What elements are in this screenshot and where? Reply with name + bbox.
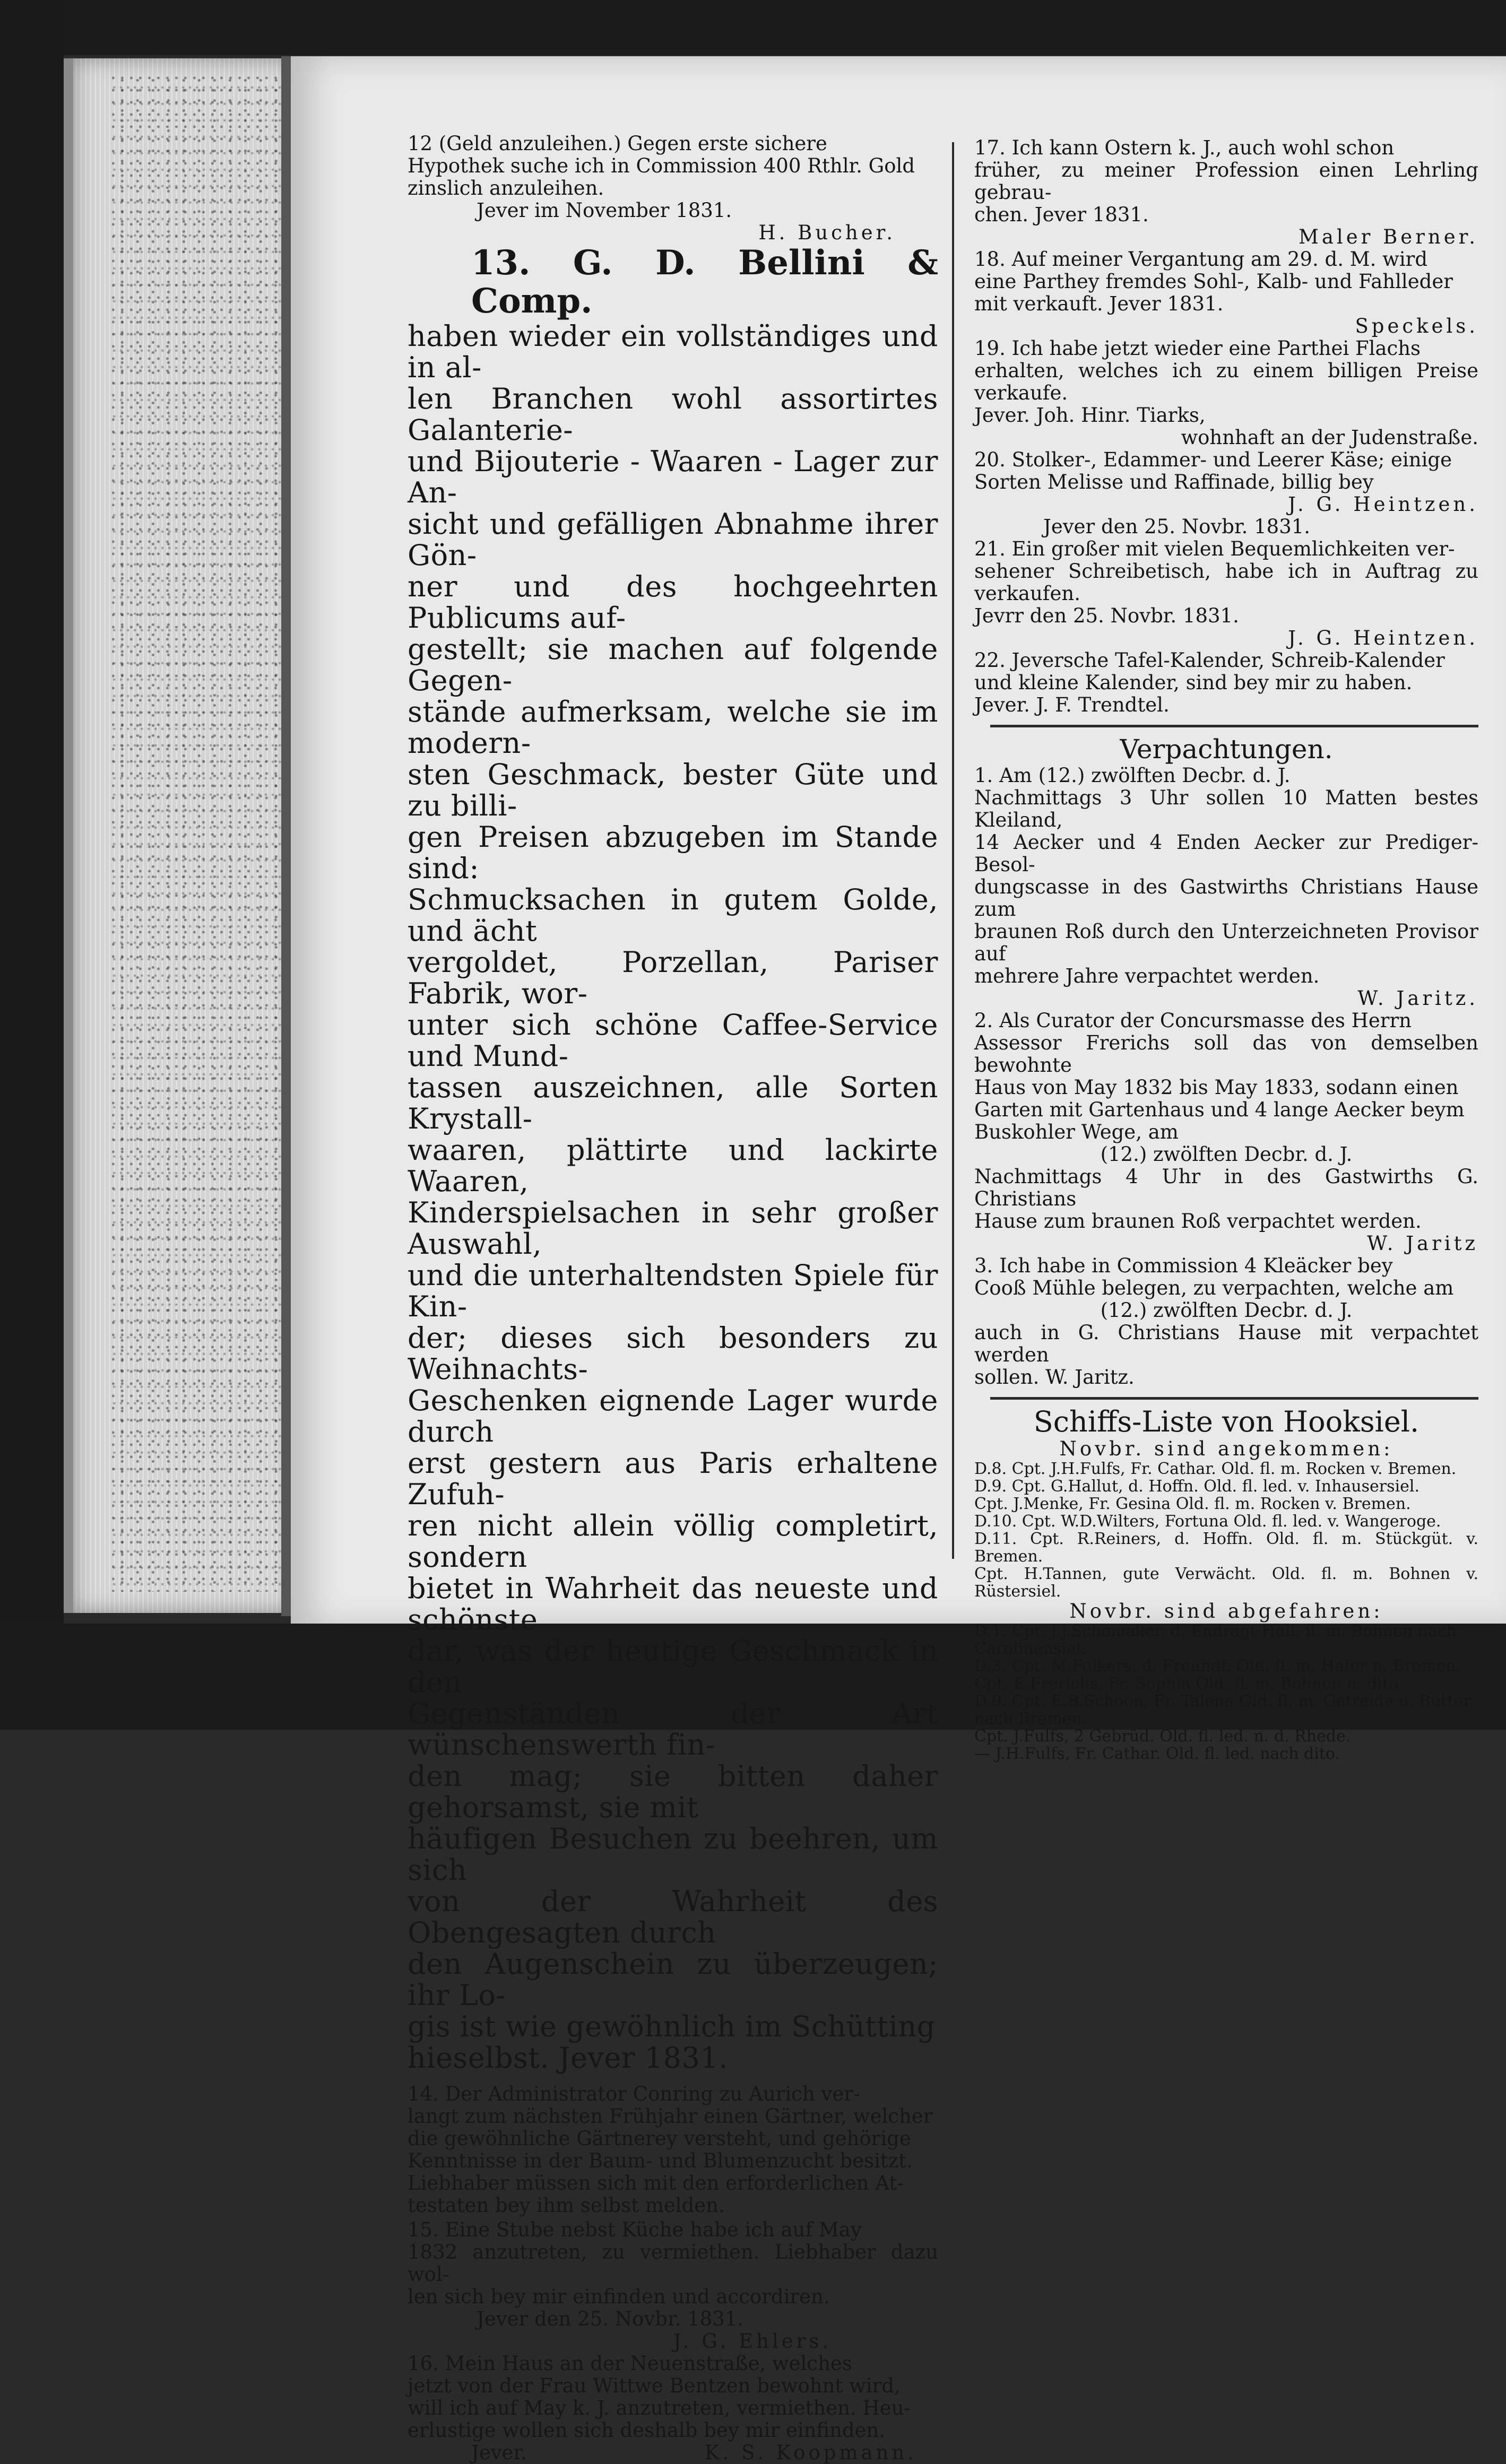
list-item: D.8. Cpt. J.H.Fulfs, Fr. Cathar. Old. fl. m. Rocken v. Bremen.: [974, 1460, 1457, 1478]
verpachtung-2-date: (12.) zwölften Decbr. d. J.: [1100, 1143, 1353, 1166]
ad-12-text: 12 (Geld anzuleihen.) Gegen erste sichere Hypothek suche ich in Commission 400 Rthlr. Gold zinslich anzuleihen.: [408, 132, 915, 199]
ad-16-footer: [408, 2442, 938, 2464]
ad-16-signature: K. S. Koopmann.: [704, 2441, 917, 2464]
departed-heading: Novbr. sind abgefahren:: [1069, 1600, 1383, 1623]
ad-18-text: 18. Auf meiner Vergantung am 29. d. M. wird eine Parthey fremdes Sohl-, Kalb- und Fahlleder mit verkauft. Jever 1831.: [974, 248, 1453, 315]
speckled-edge-texture: [111, 74, 281, 1592]
list-item: D.10. Cpt. W.D.Wilters, Fortuna Old. fl. led. v. Wangeroge.: [974, 1512, 1441, 1531]
list-item: Cpt. J.Fulfs, 2 Gebrüd. Old. fl. led. n. d. Rhede.: [974, 1727, 1351, 1746]
list-item: — J.H.Fulfs, Fr. Cathar. Old. fl. led. nach dito.: [974, 1745, 1340, 1763]
list-item: Cpt. E.Frerichs, Fr. Sophia Old. fl. m. Bohnen n. dito.: [974, 1675, 1403, 1693]
ad-15-signature: J. G. Ehlers.: [673, 2330, 832, 2353]
ad-21-signature: J. G. Heintzen.: [1288, 627, 1478, 649]
verpachtung-1-signature: W. Jaritz.: [1357, 987, 1478, 1010]
verpachtung-2-text2: Nachmittags 4 Uhr in des Gastwirths G. Christians Hause zum braunen Roß verpachtet werden.: [974, 1165, 1478, 1233]
list-item: D.9. Cpt. E.B.Schoon, Fr. Talena Old. fl. m. Getreide u. Butter nach Bremen.: [974, 1692, 1471, 1728]
scanner-background-top: [0, 0, 1506, 55]
ad-15-place: Jever den 25. Novbr. 1831.: [477, 2307, 744, 2330]
ad-17-text: 17. Ich kann Ostern k. J., auch wohl schon früher, zu meiner Profession einen Lehrling gebrau- chen. Jever 1831.: [974, 136, 1478, 226]
right-column: [974, 137, 1478, 1763]
ad-20-place: Jever den 25. Novbr. 1831.: [1043, 515, 1311, 538]
ad-22-text: 22. Jeversche Tafel-Kalender, Schreib-Kalender und kleine Kalender, sind bey mir zu haben. Jever. J. F. Trendtel.: [974, 649, 1445, 716]
ad-19-text: 19. Ich habe jetzt wieder eine Parthei Flachs erhalten, welches ich zu einem billigen Preise verkaufe. Jever. Joh. Hinr. Tiarks,: [974, 337, 1478, 427]
ad-19-signature: wohnhaft an der Judenstraße.: [1181, 426, 1478, 449]
column-divider: [952, 142, 954, 1559]
ad-16-text: 16. Mein Haus an der Neuenstraße, welches jetzt von der Frau Wittwe Bentzen bewohnt wird, will ich auf May k. J. anzutreten, vermiethen. Heu- erlustige wollen sich deshalb bey mir einfinden.: [408, 2352, 911, 2442]
book-gutter: [281, 56, 291, 1616]
arrived-list: [974, 1460, 1478, 1600]
verpachtungen-heading: Verpachtungen.: [1120, 734, 1333, 765]
schiffs-liste-heading: Schiffs-Liste von Hooksiel.: [1033, 1405, 1420, 1438]
verpachtung-1-text: 1. Am (12.) zwölften Decbr. d. J. Nachmittags 3 Uhr sollen 10 Matten bestes Kleiland, 14 Aecker und 4 Enden Aecker zur Prediger-Besol- dungscasse in des Gastwirths Christians Hause zum braunen Roß durch den Unterzeichneten Provisor auf mehrere Jahre verpachtet werden.: [974, 764, 1478, 987]
verpachtung-2-text: 2. Als Curator der Concursmasse des Herrn Assessor Frerichs soll das von demselben bewohnte Haus von May 1832 bis May 1833, sodann einen Garten mit Gartenhaus und 4 lange Aecker beym Buskohler Wege, am: [974, 1009, 1478, 1143]
ad-13-body: haben wieder ein vollständiges und in al- len Branchen wohl assortirtes Galanterie- und Bijouterie - Waaren - Lager zur An- sicht und gefälligen Abnahme ihrer Gön- ner und des hochgeehrten Publicums auf- gestellt; sie machen auf folgende Gegen- stände aufmerksam, welche sie im modern- sten Geschmack, bester Güte und zu billi- gen Preisen abzugeben im Stande sind: Schmucksachen in gutem Golde, und ächt vergoldet, Porzellan, Pariser Fabrik, wor- unter sich schöne Caffee-Service und Mund- tassen auszeichnen, alle Sorten Krystall- waaren, plättirte und lackirte Waaren, Kinderspielsachen in sehr großer Auswahl, und die unterhaltendsten Spiele für Kin- der; dieses sich besonders zu Weihnachts- Geschenken eignende Lager wurde durch erst gestern aus Paris erhaltene Zufuh- ren nicht allein völlig completirt, sondern bietet in Wahrheit das neueste und schönste dar, was der heutige Geschmack in den Gegenständen der Art wünschenswerth fin- den mag; sie bitten daher gehorsamst, sie mit häufigen Besuchen zu beehren, um sich von der Wahrheit des Obengesagten durch den Augenschein zu überzeugen; ihr Lo- gis ist wie gewöhnlich im Schütting hieselbst. Jever 1831.: [408, 319, 938, 2075]
ad-13-heading: 13. G. D. Bellini & Comp.: [471, 243, 938, 321]
list-item: Cpt. J.Menke, Fr. Gesina Old. fl. m. Rocken v. Bremen.: [974, 1495, 1411, 1513]
ad-21-text: 21. Ein großer mit vielen Bequemlichkeiten ver- sehener Schreibetisch, habe ich in Auftrag zu verkaufen. Jevrr den 25. Novbr. 1831.: [974, 537, 1478, 627]
list-item: Cpt. H.Tannen, gute Verwächt. Old. fl. m. Bohnen v. Rüstersiel.: [974, 1565, 1478, 1601]
list-item: D.9. Cpt. G.Hallut, d. Hoffn. Old. fl. led. v. Inhausersiel.: [974, 1477, 1420, 1496]
arrived-heading: Novbr. sind angekommen:: [1059, 1437, 1394, 1460]
list-item: D.11. Cpt. R.Reiners, d. Hoffn. Old. fl. m. Stückgüt. v. Bremen.: [974, 1530, 1478, 1566]
verpachtung-3-date: (12.) zwölften Decbr. d. J.: [1100, 1299, 1353, 1322]
ad-18-signature: Speckels.: [1355, 315, 1478, 337]
list-item: D.1. Cpt. J.J.Schomaker, d. Endragt Holl. fl. m. Bohnen nach Carolinensiel.: [974, 1622, 1457, 1658]
ad-12-signature: H. Bucher.: [758, 221, 896, 244]
ad-14-text: 14. Der Administrator Conring zu Aurich ver- langt zum nächsten Frühjahr einen Gärtner, welcher die gewöhnliche Gärtnerey versteht, und gehörige Kenntnisse in der Baum- und Blumenzucht besitzt. Liebhaber müssen sich mit den erforderlichen At- testaten bey ihm selbst melden.: [408, 2083, 933, 2217]
scanner-background-left: [0, 0, 64, 1730]
ad-20-signature: J. G. Heintzen.: [1288, 493, 1478, 516]
section-rule: [990, 725, 1478, 727]
verpachtung-3-text: 3. Ich habe in Commission 4 Kleäcker bey Cooß Mühle belegen, zu verpachten, welche am: [974, 1254, 1454, 1299]
ad-15-text: 15. Eine Stube nebst Küche habe ich auf May 1832 anzutreten, zu vermiethen. Liebhaber dazu wol- len sich bey mir einfinden und accordiren.: [408, 2218, 938, 2308]
ad-12-place: Jever im November 1831.: [477, 199, 732, 222]
section-rule: [990, 1397, 1478, 1400]
list-item: D.3. Cpt. M.Folkers, d. Freundf. Old. fl. m. Hafer n. Bremen.: [974, 1657, 1461, 1676]
departed-list: [974, 1623, 1478, 1763]
ad-20-text: 20. Stolker-, Edammer- und Leerer Käse; einige Sorten Melisse und Raffinade, billig bey: [974, 448, 1452, 493]
left-column: [408, 133, 938, 2464]
ad-17-signature: Maler Berner.: [1298, 225, 1478, 248]
verpachtung-3-text2: auch in G. Christians Hause mit verpachtet werden sollen. W. Jaritz.: [974, 1321, 1478, 1389]
verpachtung-2-signature: W. Jaritz: [1367, 1232, 1478, 1255]
ad-16-place: Jever.: [471, 2441, 527, 2464]
